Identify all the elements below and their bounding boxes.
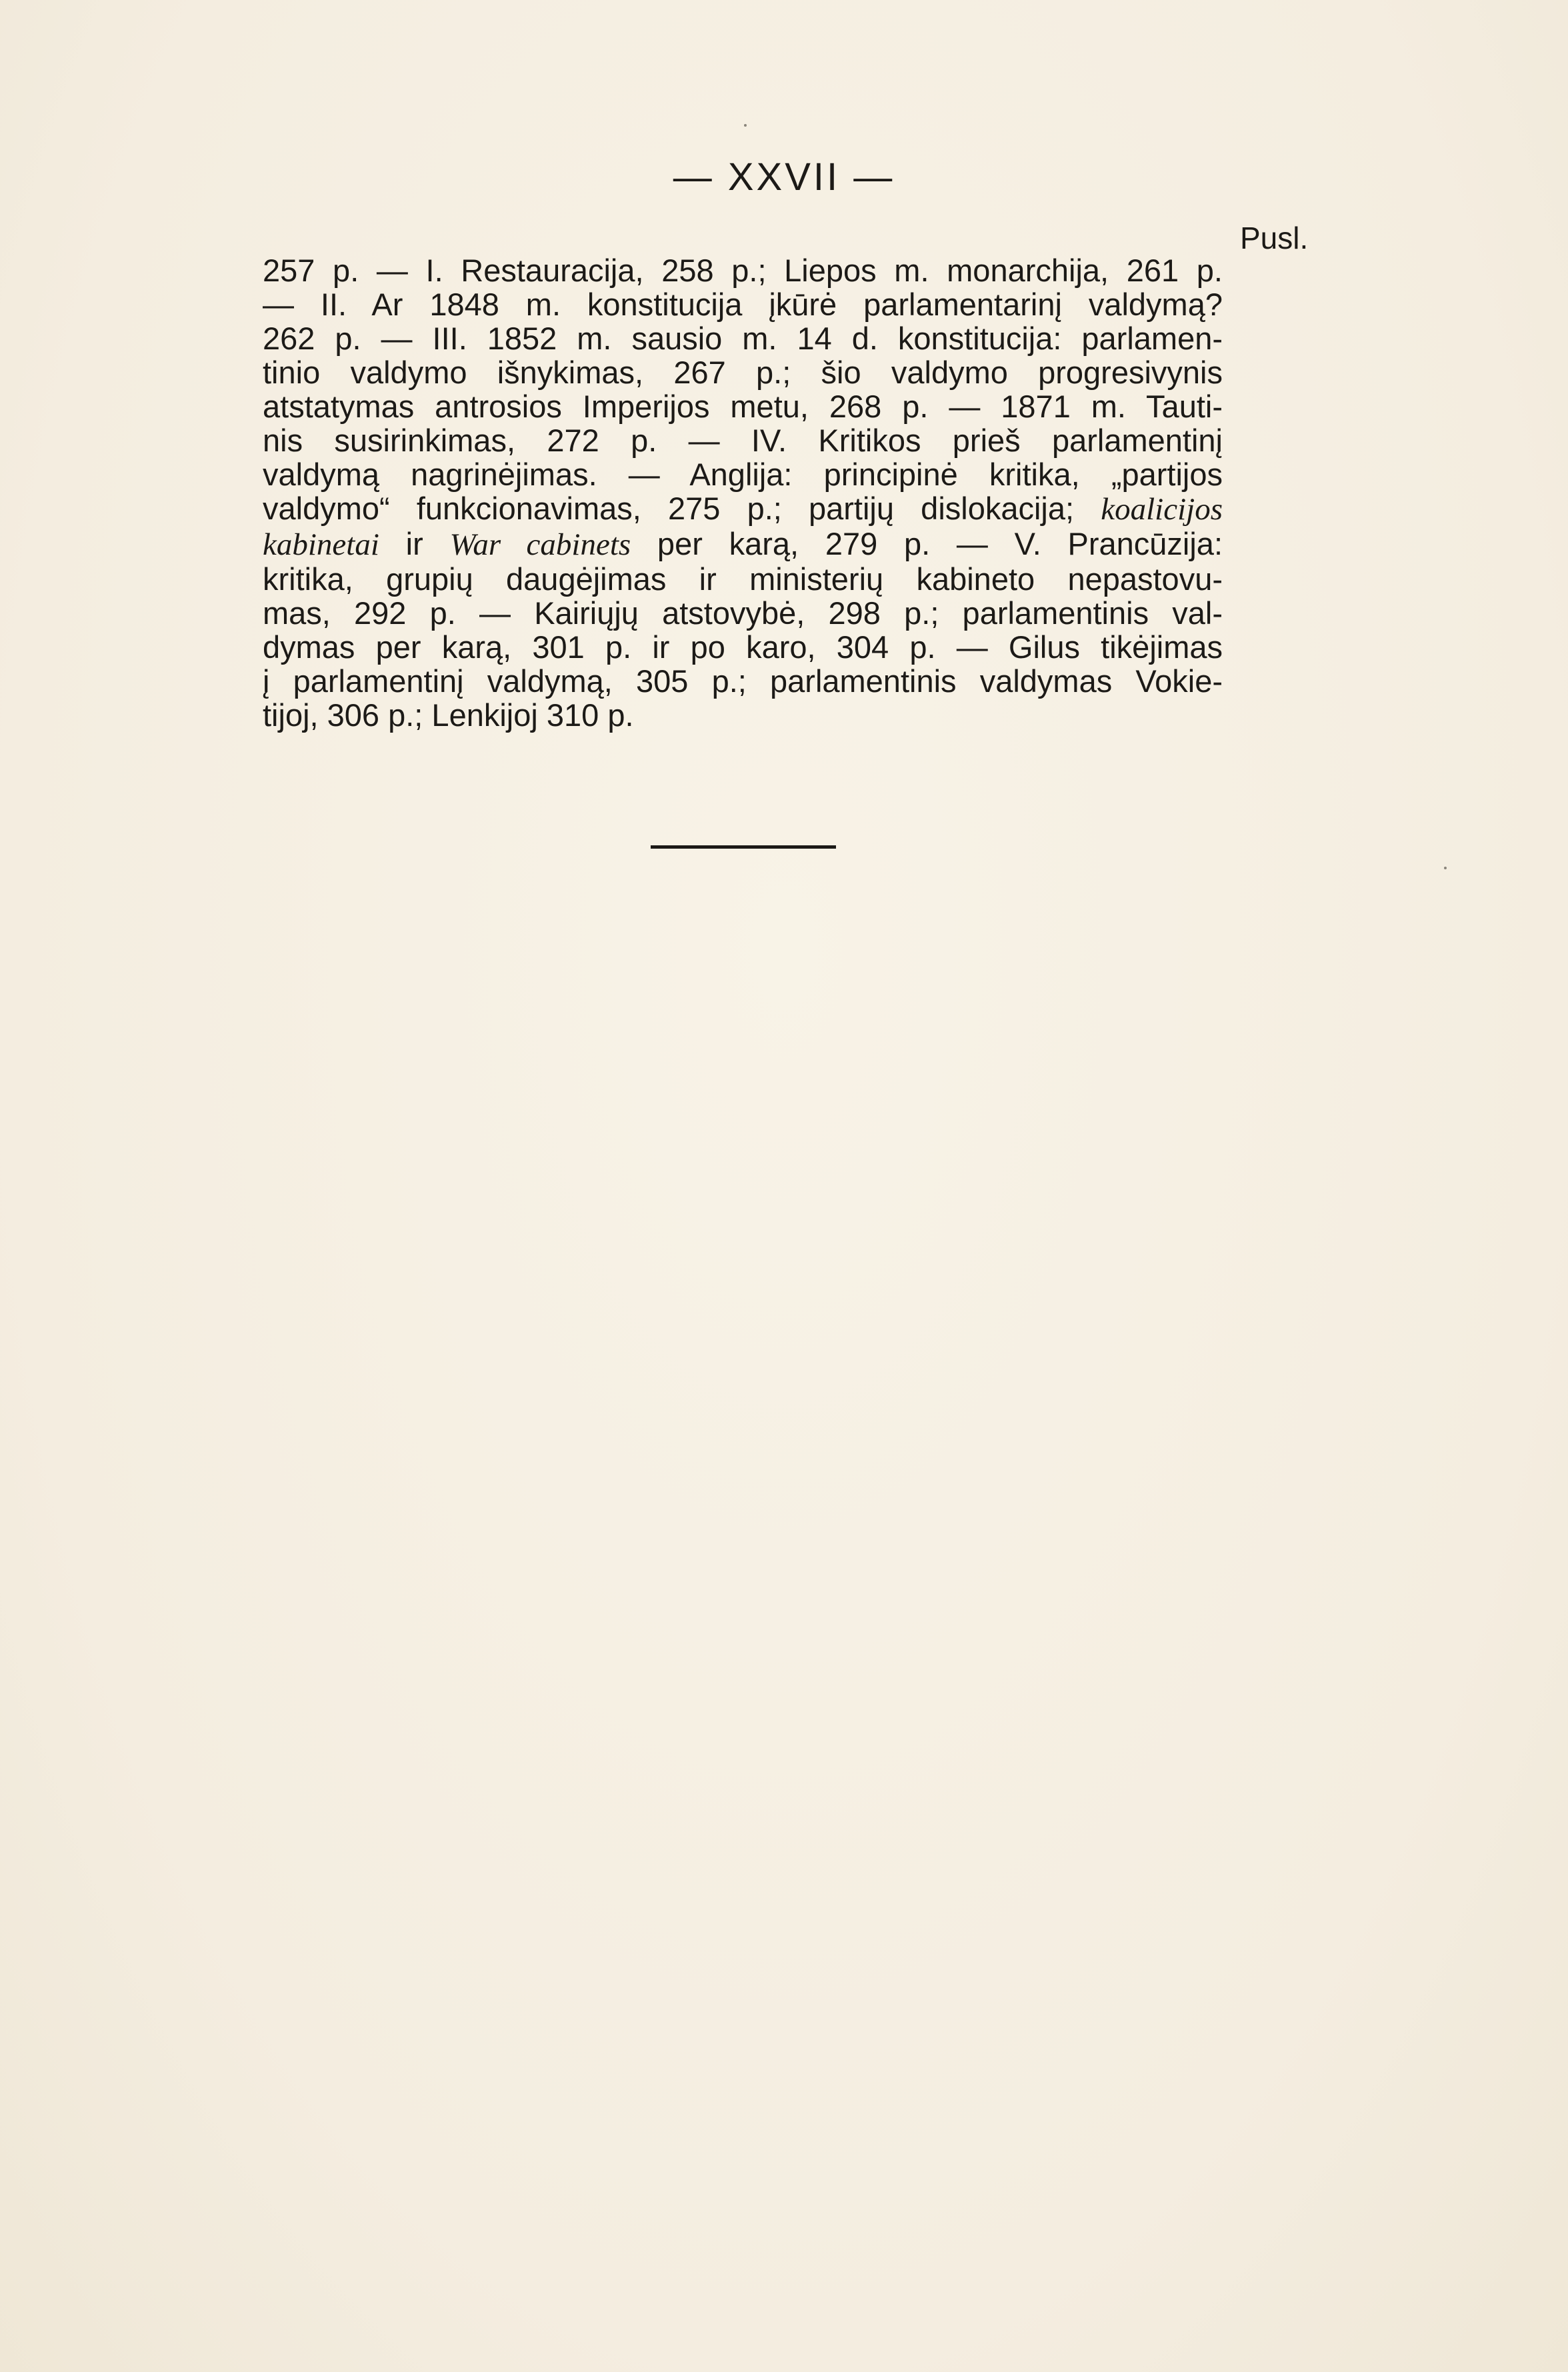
text-line: mas, 292 p. — Kairiųjų atstovybė, 298 p.; parlamentinis val- [263, 595, 1223, 631]
page-number-header: — XXVII — [673, 155, 895, 199]
text-line: atstatymas antrosios Imperijos metu, 268 p. — 1871 m. Tauti- [263, 389, 1223, 424]
text-line [263, 491, 1223, 527]
text-line: 262 p. — III. 1852 m. sausio m. 14 d. konstitucija: parlamen- [263, 321, 1223, 356]
italic-term: kabinetai [263, 527, 379, 562]
paper-speck [744, 124, 747, 127]
section-divider [651, 845, 836, 849]
text-line: nis susirinkimas, 272 p. — IV. Kritikos prieš parlamentinį [263, 423, 1223, 458]
italic-term: koalicijos [1101, 492, 1223, 527]
paper-speck [1444, 867, 1447, 869]
text-segment: per karą, 279 p. — V. Prancūzija: [631, 526, 1223, 561]
italic-term: War cabinets [449, 527, 631, 562]
text-line: į parlamentinį valdymą, 305 p.; parlamentinis valdymas Vokie- [263, 663, 1223, 699]
text-line: — II. Ar 1848 m. konstitucija įkūrė parlamentarinį valdymą? [263, 287, 1223, 322]
text-line: tinio valdymo išnykimas, 267 p.; šio valdymo progresivynis [263, 355, 1223, 390]
text-line: valdymą nagrinėjimas. — Anglija: principinė kritika, „partijos [263, 457, 1223, 492]
page-column-label: Pusl. [1240, 221, 1309, 255]
text-line: tijoj, 306 p.; Lenkijoj 310 p. [263, 697, 634, 733]
text-line: kritika, grupių daugėjimas ir ministerių kabineto nepastovu- [263, 561, 1223, 597]
table-of-contents-entry [263, 253, 1223, 732]
text-line: 257 p. — I. Restauracija, 258 p.; Liepos m. monarchija, 261 p. [263, 253, 1223, 288]
text-segment: ir [379, 526, 450, 561]
text-line: dymas per karą, 301 p. ir po karo, 304 p. — Gilus tikėjimas [263, 629, 1223, 665]
text-segment: valdymo“ funkcionavimas, 275 p.; partijų dislokacija; [263, 491, 1075, 526]
text-line [263, 527, 1223, 562]
